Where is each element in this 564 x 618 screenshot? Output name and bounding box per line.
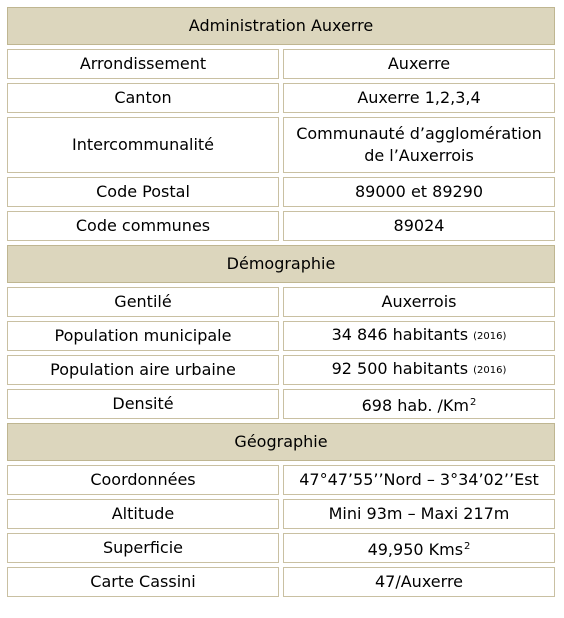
row-label: Superficie bbox=[7, 533, 279, 563]
year-note: (2016) bbox=[473, 331, 507, 342]
row-label: Canton bbox=[7, 83, 279, 113]
table-row bbox=[7, 83, 555, 113]
row-label: Intercommunalité bbox=[7, 117, 279, 173]
row-value: Auxerrois bbox=[283, 287, 555, 317]
table-row bbox=[7, 211, 555, 241]
table-row bbox=[7, 117, 555, 173]
row-value: Mini 93m – Maxi 217m bbox=[283, 499, 555, 529]
section-header-demographie bbox=[7, 245, 555, 283]
row-label: Carte Cassini bbox=[7, 567, 279, 597]
table-row bbox=[7, 355, 555, 385]
table-row bbox=[7, 321, 555, 351]
row-label: Densité bbox=[7, 389, 279, 419]
table-row bbox=[7, 49, 555, 79]
table-row bbox=[7, 465, 555, 495]
row-value-cell bbox=[283, 321, 555, 351]
row-value: Auxerre 1,2,3,4 bbox=[283, 83, 555, 113]
row-value: Auxerre bbox=[283, 49, 555, 79]
superscript: 2 bbox=[470, 396, 477, 408]
table-row bbox=[7, 389, 555, 419]
row-value: 698 hab. /Km bbox=[361, 395, 469, 415]
section-title: Administration Auxerre bbox=[7, 7, 555, 45]
table-row bbox=[7, 177, 555, 207]
year-note: (2016) bbox=[473, 365, 507, 376]
row-value-cell bbox=[283, 533, 555, 563]
row-label: Code Postal bbox=[7, 177, 279, 207]
row-value-cell bbox=[283, 355, 555, 385]
row-value: 34 846 habitants bbox=[331, 325, 469, 344]
row-label: Gentilé bbox=[7, 287, 279, 317]
row-value-cell bbox=[283, 389, 555, 419]
row-label: Coordonnées bbox=[7, 465, 279, 495]
section-header-geographie bbox=[7, 423, 555, 461]
row-value: Communauté d’agglomération de l’Auxerrois bbox=[283, 117, 555, 173]
row-value: 47°47’55’’Nord – 3°34’02’’Est bbox=[283, 465, 555, 495]
infobox-table bbox=[3, 3, 559, 601]
table-row bbox=[7, 287, 555, 317]
row-value: 47/Auxerre bbox=[283, 567, 555, 597]
table-row bbox=[7, 567, 555, 597]
row-label: Altitude bbox=[7, 499, 279, 529]
row-label: Code communes bbox=[7, 211, 279, 241]
row-value: 92 500 habitants bbox=[331, 359, 469, 378]
table-row bbox=[7, 533, 555, 563]
section-title: Géographie bbox=[7, 423, 555, 461]
row-value: 89024 bbox=[283, 211, 555, 241]
superscript: 2 bbox=[464, 540, 471, 552]
row-value: 89000 et 89290 bbox=[283, 177, 555, 207]
row-label: Population municipale bbox=[7, 321, 279, 351]
row-value: 49,950 Kms bbox=[367, 539, 464, 559]
row-label: Population aire urbaine bbox=[7, 355, 279, 385]
row-label: Arrondissement bbox=[7, 49, 279, 79]
table-row bbox=[7, 499, 555, 529]
section-title: Démographie bbox=[7, 245, 555, 283]
section-header-administration bbox=[7, 7, 555, 45]
